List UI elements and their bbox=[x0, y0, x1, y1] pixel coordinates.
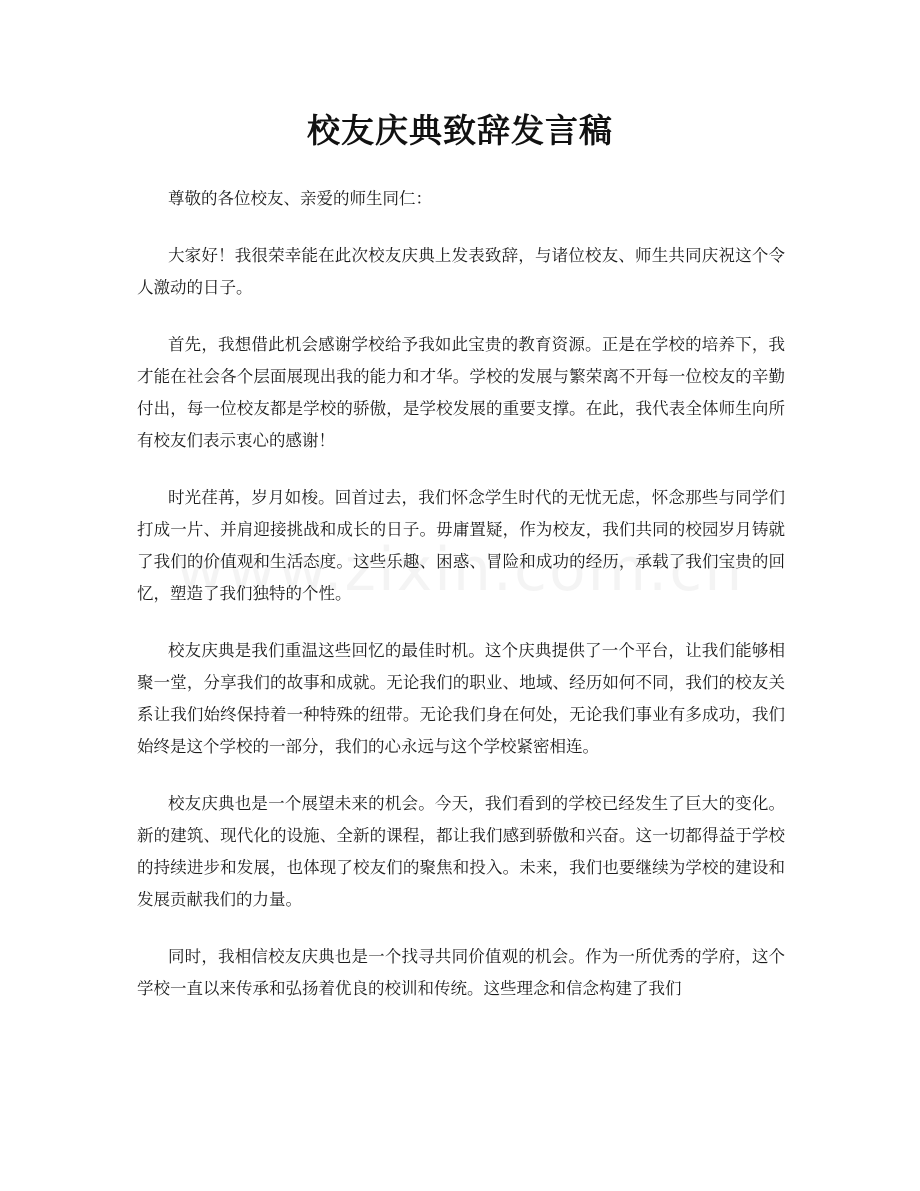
paragraph-future: 校友庆典也是一个展望未来的机会。今天，我们看到的学校已经发生了巨大的变化。新的建筑、现代化的设施、全新的课程，都让我们感到骄傲和兴奋。这一切都得益于学校的持续进步和发展，也体现了校友们的聚焦和投入。未来，我们也要继续为学校的建设和发展贡献我们的力量。 bbox=[137, 794, 785, 909]
paragraph-values: 同时，我相信校友庆典也是一个找寻共同价值观的机会。作为一所优秀的学府，这个学校一直以来传承和弘扬着优良的校训和传统。这些理念和信念构建了我们 bbox=[137, 947, 785, 998]
paragraph-thanks: 首先，我想借此机会感谢学校给予我如此宝贵的教育资源。正是在学校的培养下，我才能在社会各个层面展现出我的能力和才华。学校的发展与繁荣离不开每一位校友的辛勤付出，每一位校友都是学校的骄傲，是学校发展的重要支撑。在此，我代表全体师生向所有校友们表示衷心的感谢！ bbox=[137, 335, 785, 450]
document-title: 校友庆典致辞发言稿 bbox=[307, 111, 613, 150]
salutation: 尊敬的各位校友、亲爱的师生同仁： bbox=[168, 189, 432, 208]
paragraph-greeting: 大家好！我很荣幸能在此次校友庆典上发表致辞，与诸位校友、师生共同庆祝这个令人激动的日子。 bbox=[137, 246, 785, 297]
paragraph-memories: 时光荏苒，岁月如梭。回首过去，我们怀念学生时代的无忧无虑，怀念那些与同学们打成一片、并肩迎接挑战和成长的日子。毋庸置疑，作为校友，我们共同的校园岁月铸就了我们的价值观和生活态度。这些乐趣、困惑、冒险和成功的经历，承载了我们宝贵的回忆，塑造了我们独特的个性。 bbox=[137, 488, 785, 603]
document-body bbox=[137, 183, 785, 1030]
paragraph-reunion: 校友庆典是我们重温这些回忆的最佳时机。这个庆典提供了一个平台，让我们能够相聚一堂，分享我们的故事和成就。无论我们的职业、地域、经历如何不同，我们的校友关系让我们始终保持着一种特殊的纽带。无论我们身在何处，无论我们事业有多成功，我们始终是这个学校的一部分，我们的心永远与这个学校紧密相连。 bbox=[137, 641, 785, 756]
